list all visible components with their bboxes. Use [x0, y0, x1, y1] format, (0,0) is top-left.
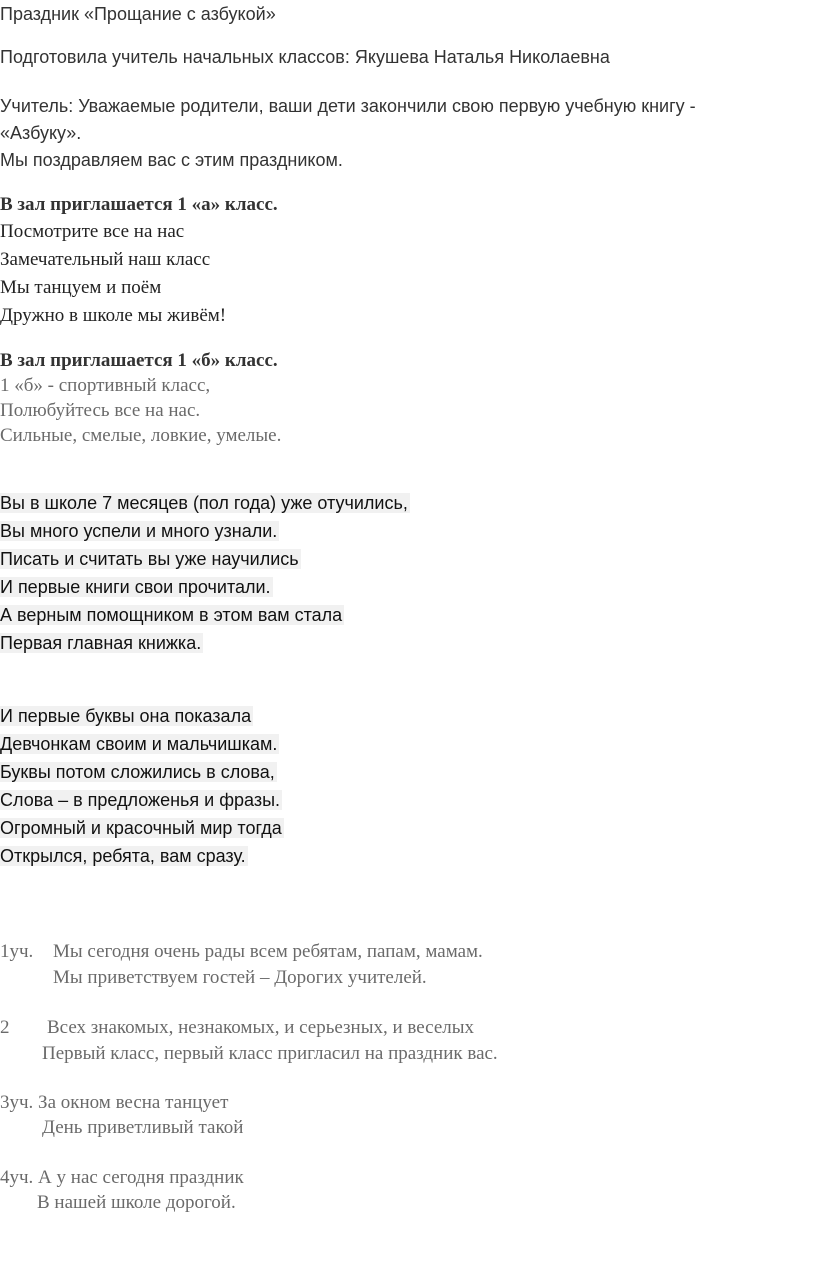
- student-3-line-1: 3уч. За окном весна танцует: [0, 1092, 229, 1113]
- intro-line-3: Мы поздравляем вас с этим праздником.: [0, 150, 343, 170]
- class-a-line: Мы танцуем и поём: [0, 277, 162, 298]
- class-a-line: Посмотрите все на нас: [0, 221, 185, 242]
- highlighted-text: Слова – в предложенья и фразы.: [0, 790, 281, 810]
- class-a-heading: В зал приглашается 1 «а» класс.: [0, 194, 278, 215]
- poem2-line: [0, 816, 284, 840]
- poem1-line: [0, 547, 301, 571]
- student-2-text: Всех знакомых, незнакомых, и серьезных, и веселых: [47, 1017, 475, 1038]
- class-b-line: Полюбуйтесь все на нас.: [0, 400, 201, 421]
- poem2-line: [0, 732, 279, 756]
- student-1-text: Мы сегодня очень рады всем ребятам, папам, мамам.: [53, 941, 483, 962]
- highlighted-text: Девчонкам своим и мальчишкам.: [0, 734, 278, 754]
- student-1-line-2: Мы приветствуем гостей – Дорогих учителей.: [53, 967, 427, 988]
- highlighted-text: Огромный и красочный мир тогда: [0, 818, 282, 838]
- poem1-line: [0, 631, 203, 655]
- student-2-line-1: [0, 1016, 475, 1040]
- poem2-line: [0, 844, 248, 868]
- document-title: Праздник «Прощание с азбукой»: [0, 4, 276, 24]
- class-b-line: 1 «б» - спортивный класс,: [0, 375, 211, 396]
- class-b-line: Сильные, смелые, ловкие, умелые.: [0, 425, 282, 446]
- student-1-label: 1уч.: [0, 941, 34, 962]
- poem1-line: [0, 491, 410, 515]
- poem1-line: [0, 575, 273, 599]
- student-1-line-1: [0, 940, 483, 964]
- intro-line-2: «Азбуку».: [0, 123, 82, 143]
- highlighted-text: А верным помощником в этом вам стала: [0, 605, 343, 625]
- class-a-line: Замечательный наш класс: [0, 249, 211, 270]
- student-2-line-2: Первый класс, первый класс пригласил на праздник вас.: [42, 1043, 498, 1064]
- highlighted-text: Вы в школе 7 месяцев (пол года) уже отучились,: [0, 493, 408, 513]
- student-4-line-2: В нашей школе дорогой.: [37, 1192, 236, 1213]
- poem2-line: [0, 704, 253, 728]
- student-2-label: 2: [0, 1017, 10, 1038]
- poem1-line: [0, 603, 344, 627]
- highlighted-text: И первые буквы она показала: [0, 706, 252, 726]
- class-b-heading: В зал приглашается 1 «б» класс.: [0, 350, 278, 371]
- class-a-line: Дружно в школе мы живём!: [0, 305, 227, 326]
- highlighted-text: И первые книги свои прочитали.: [0, 577, 271, 597]
- poem2-line: [0, 760, 277, 784]
- student-4-line-1: 4уч. А у нас сегодня праздник: [0, 1167, 244, 1188]
- highlighted-text: Первая главная книжка.: [0, 633, 202, 653]
- poem1-line: [0, 519, 279, 543]
- author-line: Подготовила учитель начальных классов: Якушева Наталья Николаевна: [0, 47, 610, 67]
- highlighted-text: Писать и считать вы уже научились: [0, 549, 299, 569]
- highlighted-text: Открылся, ребята, вам сразу.: [0, 846, 246, 866]
- poem2-line: [0, 788, 282, 812]
- intro-line-1: Учитель: Уважаемые родители, ваши дети закончили свою первую учебную книгу -: [0, 96, 696, 116]
- highlighted-text: Буквы потом сложились в слова,: [0, 762, 275, 782]
- student-3-line-2: День приветливый такой: [42, 1117, 244, 1138]
- highlighted-text: Вы много успели и много узнали.: [0, 521, 278, 541]
